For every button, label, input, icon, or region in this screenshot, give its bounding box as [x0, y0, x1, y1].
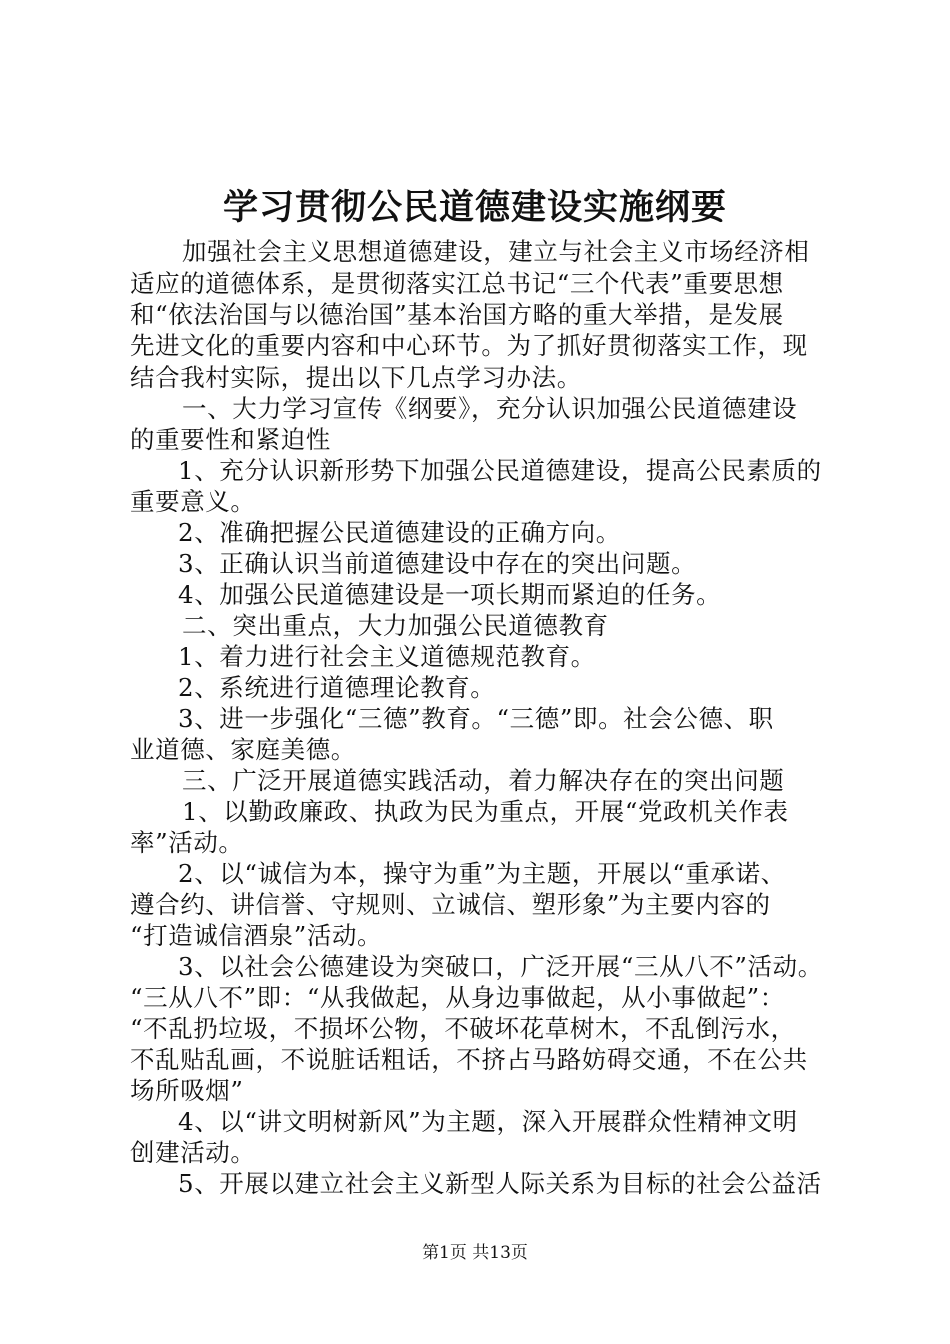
body-line: “不乱扔垃圾，不损坏公物，不破坏花草树木，不乱倒污水，	[130, 1014, 796, 1043]
body-line: 2、准确把握公民道德建设的正确方向。	[178, 518, 621, 547]
body-line: 1、着力进行社会主义道德规范教育。	[178, 642, 596, 671]
body-line: 5、开展以建立社会主义新型人际关系为目标的社会公益活	[178, 1169, 822, 1198]
body-line: 2、系统进行道德理论教育。	[178, 673, 496, 702]
body-line: 加强社会主义思想道德建设，建立与社会主义市场经济相	[182, 237, 810, 266]
body-line: 1、以勤政廉政、执政为民为重点，开展“党政机关作表	[182, 797, 789, 826]
body-line: 率”活动。	[130, 828, 244, 857]
body-line: 创建活动。	[130, 1138, 256, 1167]
body-line: 3、以社会公德建设为突破口，广泛开展“三从八不”活动。	[178, 952, 823, 981]
body-line: 适应的道德体系，是贯彻落实江总书记“三个代表”重要思想	[130, 269, 784, 298]
body-line: 3、正确认识当前道德建设中存在的突出问题。	[178, 549, 697, 578]
body-line: 2、以“诚信为本，操守为重”为主题，开展以“重承诺、	[178, 859, 786, 888]
body-line: 遵合约、讲信誉、守规则、立诚信、塑形象”为主要内容的	[130, 890, 771, 919]
body-line: 先进文化的重要内容和中心环节。为了抓好贯彻落实工作，现	[130, 331, 808, 360]
section-heading: 二、突出重点，大力加强公民道德教育	[182, 611, 609, 640]
body-line: 1、充分认识新形势下加强公民道德建设，提高公民素质的	[178, 456, 822, 485]
body-line: 业道德、家庭美德。	[130, 735, 356, 764]
body-line: 和“依法治国与以德治国”基本治国方略的重大举措，是发展	[130, 300, 784, 329]
body-line: “三从八不”即：“从我做起，从身边事做起，从小事做起”：	[130, 983, 785, 1012]
page-footer: 第1页 共13页	[422, 1243, 528, 1263]
body-line: 4、加强公民道德建设是一项长期而紧迫的任务。	[178, 580, 722, 609]
body-line: 结合我村实际，提出以下几点学习办法。	[130, 363, 582, 392]
body-line: “打造诚信酒泉”活动。	[130, 921, 383, 950]
body-line: 不乱贴乱画，不说脏话粗话，不挤占马路妨碍交通，不在公共	[130, 1045, 808, 1074]
section-heading: 的重要性和紧迫性	[130, 425, 331, 454]
body-line: 场所吸烟”	[130, 1076, 244, 1105]
body-line: 重要意义。	[130, 487, 256, 516]
body-line: 3、进一步强化“三德”教育。“三德”即。社会公德、职	[178, 704, 774, 733]
section-heading: 一、大力学习宣传《纲要》，充分认识加强公民道德建设	[182, 394, 798, 423]
document-title: 学习贯彻公民道德建设实施纲要	[222, 187, 727, 228]
section-heading: 三、广泛开展道德实践活动，着力解决存在的突出问题	[182, 766, 785, 795]
body-line: 4、以“讲文明树新风”为主题，深入开展群众性精神文明	[178, 1107, 798, 1136]
